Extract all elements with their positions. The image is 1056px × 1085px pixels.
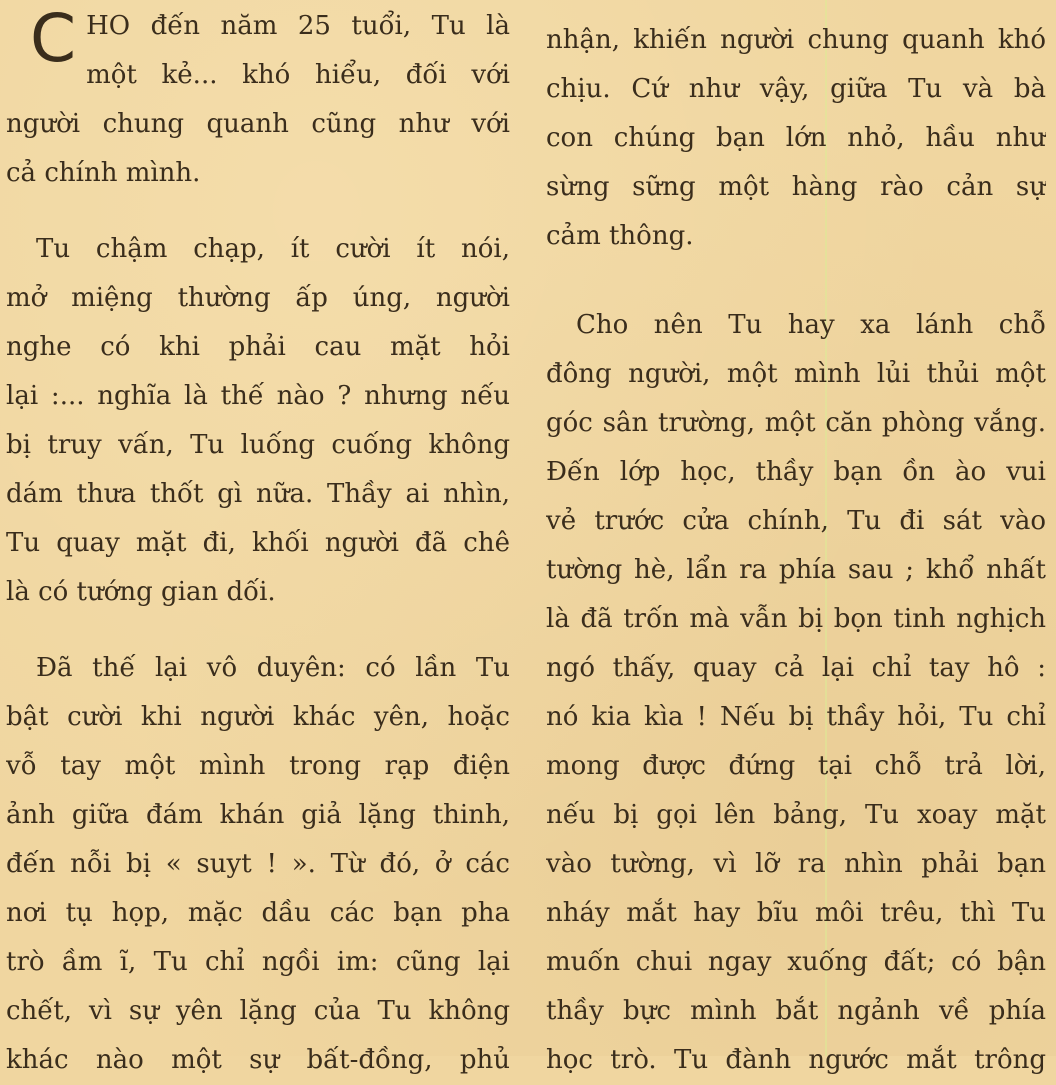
text-line: nó kia kìa ! Nếu bị thầy hỏi, Tu chỉ	[546, 702, 1046, 732]
text-line: là đã trốn mà vẫn bị bọn tinh nghịch	[546, 604, 1046, 634]
left-column	[6, 2, 510, 1085]
text-line: bật cười khi người khác yên, hoặc	[6, 702, 510, 732]
paragraph-1	[6, 2, 510, 198]
text-line: Đã thế lại vô duyên: có lần Tu	[36, 653, 510, 683]
text-line: con chúng bạn lớn nhỏ, hầu như	[546, 123, 1046, 153]
text-line: chết, vì sự yên lặng của Tu không	[6, 996, 510, 1026]
text-line: ngó thấy, quay cả lại chỉ tay hô :	[546, 653, 1046, 683]
text-line: mở miệng thường ấp úng, người	[6, 283, 510, 313]
text-line: Cho nên Tu hay xa lánh chỗ	[576, 310, 1046, 340]
text-line: đông người, một mình lủi thủi một	[546, 359, 1046, 389]
paragraph-5	[546, 301, 1046, 1085]
text-line: Tu chậm chạp, ít cười ít nói,	[36, 234, 510, 264]
text-line: nháy mắt hay bĩu môi trêu, thì Tu	[546, 898, 1046, 928]
text-line: trò ầm ĩ, Tu chỉ ngồi im: cũng lại	[6, 947, 510, 977]
text-line: chịu. Cứ như vậy, giữa Tu và bà	[546, 74, 1046, 104]
paragraph-2	[6, 225, 510, 617]
text-line: mong được đứng tại chỗ trả lời,	[546, 751, 1046, 781]
text-line: Tu quay mặt đi, khối người đã chê	[6, 528, 510, 558]
paragraph-3	[6, 644, 510, 1085]
text-line: cả chính mình.	[6, 158, 201, 188]
drop-cap: C	[30, 0, 77, 77]
text-line: thầy bực mình bắt ngảnh về phía	[546, 996, 1046, 1026]
text-line: nếu bị gọi lên bảng, Tu xoay mặt	[546, 800, 1046, 830]
text-line: bị truy vấn, Tu luống cuống không	[6, 430, 510, 460]
text-line: ảnh giữa đám khán giả lặng thinh,	[6, 800, 510, 830]
text-line: nơi tụ họp, mặc dầu các bạn pha	[6, 898, 510, 928]
text-line: góc sân trường, một căn phòng vắng.	[546, 408, 1046, 438]
text-line: nhận, khiến người chung quanh khó	[546, 25, 1046, 55]
text-line: sừng sững một hàng rào cản sự	[546, 172, 1046, 202]
text-line: là có tướng gian dối.	[6, 577, 276, 607]
text-line: một kẻ... khó hiểu, đối với	[86, 60, 510, 90]
text-line: lại :... nghĩa là thế nào ? nhưng nếu	[6, 381, 510, 411]
text-line: vào tường, vì lỡ ra nhìn phải bạn	[546, 849, 1046, 879]
text-line: đến nỗi bị « suyt ! ». Từ đó, ở các	[6, 849, 510, 879]
right-column	[546, 16, 1046, 1085]
text-line: cảm thông.	[546, 221, 694, 251]
paragraph-4	[546, 16, 1046, 261]
text-line: vỗ tay một mình trong rạp điện	[6, 751, 510, 781]
text-line: nghe có khi phải cau mặt hỏi	[6, 332, 510, 362]
text-line: học trò. Tu đành ngước mắt trông	[546, 1045, 1046, 1075]
text-line: HO đến năm 25 tuổi, Tu là	[86, 11, 510, 41]
text-line: dám thưa thốt gì nữa. Thầy ai nhìn,	[6, 479, 510, 509]
text-line: muốn chui ngay xuống đất; có bận	[546, 947, 1046, 977]
text-line: tường hè, lẩn ra phía sau ; khổ nhất	[546, 555, 1046, 585]
text-line: vẻ trước cửa chính, Tu đi sát vào	[546, 506, 1046, 536]
text-line: người chung quanh cũng như với	[6, 109, 510, 139]
text-line: Đến lớp học, thầy bạn ồn ào vui	[546, 457, 1046, 487]
text-line: khác nào một sự bất-đồng, phủ	[6, 1045, 510, 1075]
